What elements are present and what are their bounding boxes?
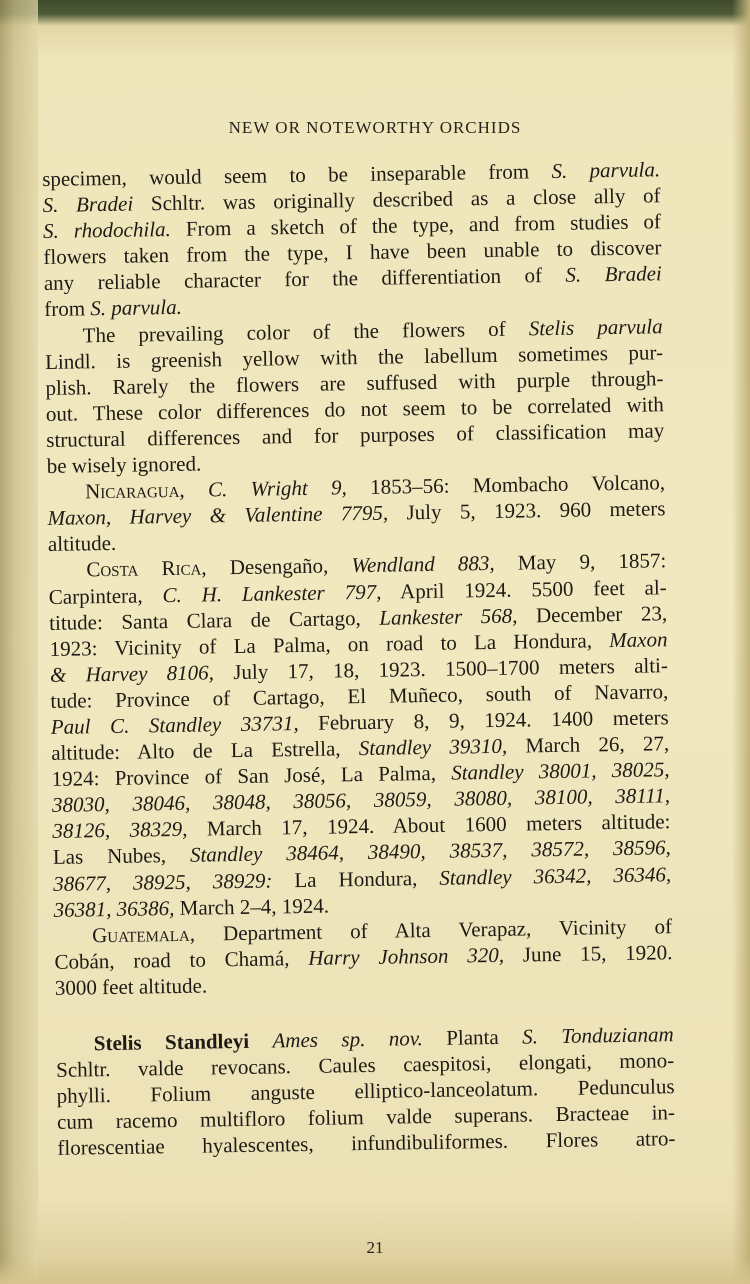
text-run: Harry Johnson 320,	[308, 942, 505, 970]
text-run: Standley 38001, 38025,	[451, 757, 670, 785]
text-run: titude: Santa Clara de Cartago,	[48, 605, 380, 635]
text-run: Stelis parvula	[528, 313, 663, 340]
text-run: 38126, 38329,	[52, 817, 188, 844]
text-run: any reliable character for the differentiation of	[43, 263, 566, 296]
text-run: 1923: Vicinity of La Palma, on road to La Hondura,	[49, 627, 610, 661]
page-bottom-edge	[0, 1260, 750, 1284]
text-run: 3000 feet altitude.	[54, 973, 208, 1000]
text-run: Nicaragua,	[84, 477, 209, 504]
text-run: S. Bradei	[42, 191, 134, 218]
page-right-edge	[732, 0, 750, 1284]
text-run: out. These color differences do not seem to be correlated with	[45, 392, 665, 426]
text-run: S. parvula.	[551, 157, 661, 183]
text-run: March 17, 1924. About 1600 meters altitude:	[187, 809, 671, 842]
text-run: Desengaño,	[229, 553, 352, 580]
text-run: flowers taken from the type, I have been unable to discover	[43, 235, 662, 270]
text-run: December 23,	[517, 600, 668, 628]
text-run: C. H. Lankester 797,	[162, 579, 382, 607]
text-run: 36381, 36386,	[53, 895, 175, 922]
text-run: Maxon	[608, 626, 668, 652]
text-run: Costa Rica,	[86, 555, 230, 582]
text-run: July 5, 1923. 960 meters	[387, 496, 666, 525]
running-head: NEW OR NOTEWORTHY ORCHIDS	[228, 118, 522, 137]
page-number: 21	[366, 1238, 384, 1257]
text-run: Department of Alta Verapaz, Vicinity of	[222, 913, 673, 945]
text-run: Wendland 883,	[351, 551, 495, 578]
text-run: February 8, 9, 1924. 1400 meters	[298, 705, 669, 736]
text-run: S. parvula.	[90, 295, 183, 321]
text-run: C. Wright 9,	[207, 475, 348, 502]
text-run: cum racemo multifloro folium valde superans. Bracteae in-	[56, 1100, 676, 1135]
body-text	[42, 156, 676, 1161]
text-run: 38677, 38925, 38929:	[53, 868, 273, 896]
text-run: phylli. Folium anguste elliptico-lanceolatum. Pedunculus	[56, 1074, 675, 1109]
text-run: Schltr. was originally described as a close ally of	[133, 183, 661, 216]
text-run: Schltr. valde revocans. Caules caespitosi, elongati, mono-	[56, 1048, 675, 1082]
text-run: specimen, would seem to be inseparable from	[42, 158, 552, 191]
text-run: Carpintera,	[48, 582, 163, 609]
text-run: Las Nubes,	[52, 843, 191, 870]
text-run: altitude: Alto de La Estrella,	[51, 736, 359, 765]
text-run: Standley 38464, 38490, 38537, 38572, 38596,	[189, 835, 671, 868]
text-run: Lankester 568,	[379, 603, 518, 630]
text-run: Standley 36342, 36346,	[439, 861, 672, 890]
text-run: from	[44, 296, 91, 322]
text-run: 1853–56: Mombacho Volcano,	[346, 470, 666, 500]
text-run: Paul C. Standley 33731,	[50, 711, 299, 739]
text-run: be wisely ignored.	[46, 451, 202, 478]
text-run: March 26, 27,	[506, 731, 670, 758]
text-run: structural differences and for purposes of classification may	[46, 418, 665, 452]
text-run: plish. Rarely the flowers are suffused with purple through-	[45, 366, 664, 400]
text-run: April 1924. 5500 feet al-	[381, 574, 667, 604]
text-run: La Hondura,	[272, 865, 440, 893]
text-run: Maxon, Harvey & Valentine 7795,	[47, 500, 389, 531]
text-run: Standley 39310,	[358, 733, 508, 761]
text-run: Ames sp. nov.	[272, 1026, 423, 1053]
text-run: Cobán, road to Chamá,	[54, 945, 309, 974]
text-run: S. Tonduzianam	[521, 1022, 674, 1049]
text-run: altitude.	[47, 531, 117, 557]
text-run: Lindl. is greenish yellow with the labellum sometimes pur-	[44, 339, 664, 374]
text-run: March 2–4, 1924.	[174, 893, 330, 920]
text-run: June 15, 1920.	[503, 940, 673, 967]
text-run: florescentiae hyalescentes, infundibuliformes. Flores atro-	[57, 1126, 676, 1161]
text-run: May 9, 1857:	[494, 548, 667, 576]
book-gutter-shadow	[0, 0, 38, 1284]
text-run: Guatemala,	[91, 920, 224, 948]
text-run: & Harvey 8106,	[49, 660, 215, 687]
text-run: The prevailing color of the flowers of	[82, 315, 529, 347]
text-run: tude: Province of Cartago, El Muñeco, south of Navarro,	[50, 679, 669, 713]
text-run: Stelis Standleyi	[93, 1028, 273, 1056]
text-run: S. Bradei	[565, 261, 662, 288]
text-run: From a sketch of the type, and from studies of	[170, 209, 662, 242]
text-run: July 17, 18, 1923. 1500–1700 meters alti-	[213, 653, 669, 685]
text-run: 1924: Province of San José, La Palma,	[51, 760, 452, 792]
text-run: Planta	[422, 1024, 523, 1051]
text-run: 38030, 38046, 38048, 38056, 38059, 38080, 38100, 38111,	[51, 783, 671, 818]
text-run: S. rhodochila.	[42, 217, 172, 244]
